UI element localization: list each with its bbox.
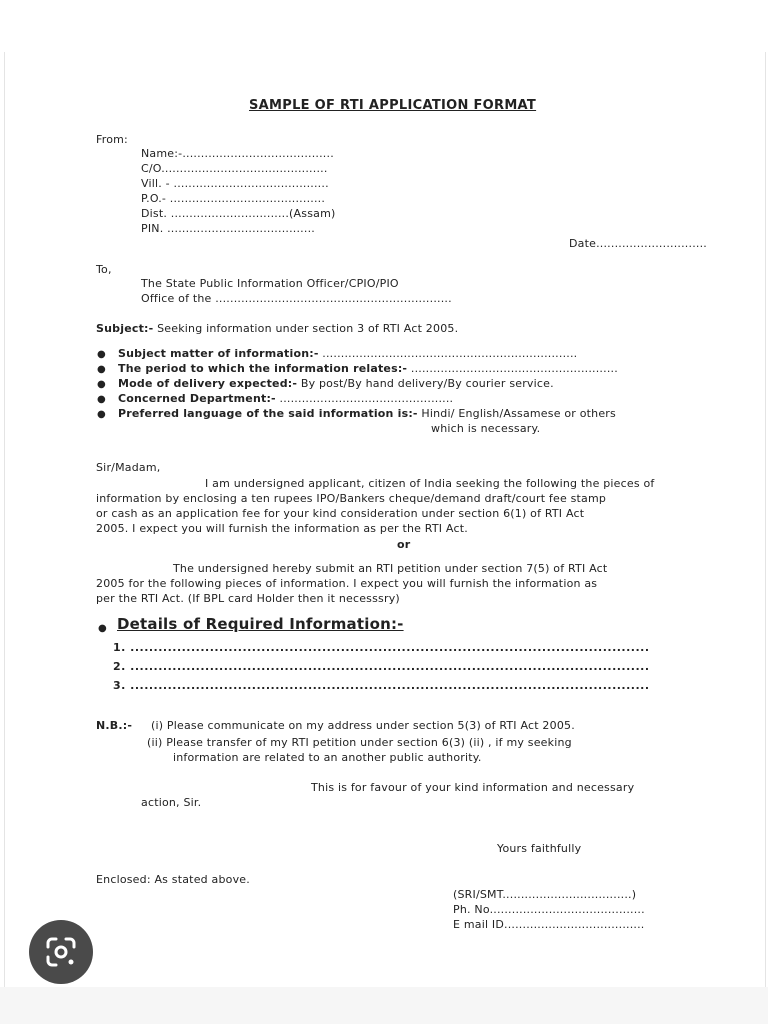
nb-item-1: (i) Please communicate on my address under section 5(3) of RTI Act 2005. bbox=[151, 719, 575, 732]
or-separator: or bbox=[397, 538, 411, 551]
signature-email: E mail ID...................................... bbox=[453, 918, 645, 931]
bullet-text: ..................................................................... bbox=[318, 347, 578, 360]
closing: Yours faithfully bbox=[497, 842, 582, 855]
from-field-vill: Vill. - .......................................... bbox=[141, 177, 329, 190]
bullet-label: Concerned Department:- bbox=[118, 392, 276, 405]
favour-line-2: action, Sir. bbox=[141, 796, 202, 809]
details-item-2: 2. ............................................................................................................... bbox=[113, 660, 650, 673]
bullet-label: Preferred language of the said information is:- bbox=[118, 407, 418, 420]
from-field-po: P.O.- .......................................... bbox=[141, 192, 326, 205]
from-field-co: C/O............................................. bbox=[141, 162, 328, 175]
bullet-label: Mode of delivery expected:- bbox=[118, 377, 298, 390]
bullet-mark: ● bbox=[98, 623, 107, 634]
from-field-name: Name:-......................................... bbox=[141, 147, 334, 160]
google-lens-button[interactable] bbox=[29, 920, 93, 984]
bullet-text: ........................................................ bbox=[407, 362, 618, 375]
bullet-mark: ● bbox=[97, 379, 106, 390]
google-lens-icon bbox=[44, 935, 78, 969]
signature-name: (SRI/SMT...................................) bbox=[453, 888, 637, 901]
details-heading: Details of Required Information:- bbox=[117, 615, 404, 633]
bullet-label: The period to which the information relates:- bbox=[118, 362, 408, 375]
bullet-delivery-mode bbox=[118, 376, 554, 391]
enclosed-note: Enclosed: As stated above. bbox=[96, 873, 250, 886]
bullet-subject-matter bbox=[118, 346, 577, 361]
to-office: Office of the ................................................................ bbox=[141, 292, 452, 305]
from-label: From: bbox=[96, 133, 128, 146]
favour-line-1: This is for favour of your kind information and necessary bbox=[311, 781, 635, 794]
bullet-text: Hindi/ English/Assamese or others bbox=[417, 407, 616, 420]
subject-text: Seeking information under section 3 of RTI Act 2005. bbox=[153, 322, 459, 335]
bullet-mark: ● bbox=[97, 349, 106, 360]
bullet-mark: ● bbox=[97, 409, 106, 420]
bullet-mark: ● bbox=[97, 364, 106, 375]
details-item-1: 1. ............................................................................................................... bbox=[113, 641, 650, 654]
bullet-language-continuation: which is necessary. bbox=[431, 422, 541, 435]
nb-item-2: (ii) Please transfer of my RTI petition under section 6(3) (ii) , if my seeking bbox=[147, 736, 572, 749]
bullet-text: ............................................... bbox=[275, 392, 454, 405]
viewer-bottom-area bbox=[0, 987, 768, 1024]
paragraph-2-line-1: The undersigned hereby submit an RTI petition under section 7(5) of RTI Act bbox=[173, 562, 608, 575]
nb-label: N.B.:- bbox=[96, 719, 133, 732]
date-field: Date.............................. bbox=[569, 237, 707, 250]
paragraph-2-line-3: per the RTI Act. (If BPL card Holder then it necesssry) bbox=[96, 592, 400, 605]
bullet-language bbox=[118, 406, 616, 421]
subject-label: Subject:- bbox=[96, 322, 154, 335]
subject-line bbox=[96, 321, 458, 336]
paragraph-1-line-3: or cash as an application fee for your kind consideration under section 6(1) of RTI Act bbox=[96, 507, 585, 520]
signature-phone: Ph. No.......................................... bbox=[453, 903, 645, 916]
document-page bbox=[4, 52, 766, 987]
paragraph-2-line-2: 2005 for the following pieces of information. I expect you will furnish the information as bbox=[96, 577, 598, 590]
bullet-department bbox=[118, 391, 453, 406]
from-field-dist: Dist. ................................(Assam) bbox=[141, 207, 336, 220]
rti-application-document bbox=[5, 52, 765, 987]
bullet-mark: ● bbox=[97, 394, 106, 405]
bullet-text: By post/By hand delivery/By courier service. bbox=[297, 377, 554, 390]
to-officer: The State Public Information Officer/CPIO/PIO bbox=[141, 277, 399, 290]
viewer-top-area bbox=[0, 0, 768, 52]
document-title: SAMPLE OF RTI APPLICATION FORMAT bbox=[249, 98, 537, 113]
paragraph-1-line-2: information by enclosing a ten rupees IPO/Bankers cheque/demand draft/court fee stamp bbox=[96, 492, 607, 505]
bullet-label: Subject matter of information:- bbox=[118, 347, 319, 360]
paragraph-1-line-4: 2005. I expect you will furnish the information as per the RTI Act. bbox=[96, 522, 468, 535]
bullet-period bbox=[118, 361, 618, 376]
salutation: Sir/Madam, bbox=[96, 461, 161, 474]
from-field-pin: PIN. ........................................ bbox=[141, 222, 315, 235]
to-label: To, bbox=[96, 263, 112, 276]
details-item-3: 3. ............................................................................................................... bbox=[113, 679, 650, 692]
nb-item-2-continuation: information are related to an another public authority. bbox=[173, 751, 482, 764]
paragraph-1-line-1: I am undersigned applicant, citizen of India seeking the following the pieces of bbox=[205, 477, 655, 490]
